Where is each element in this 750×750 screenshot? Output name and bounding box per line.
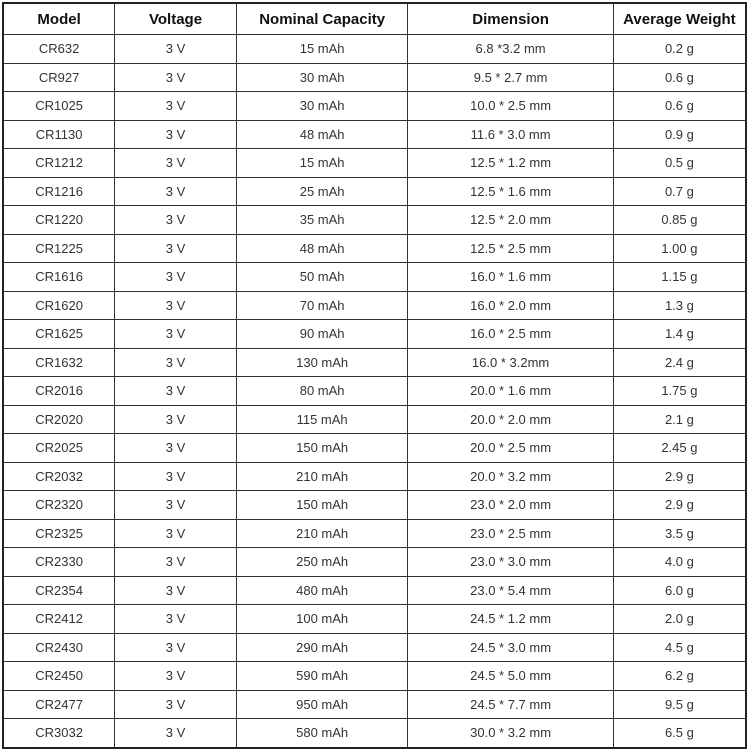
cell-model: CR1216 — [3, 177, 115, 206]
table-row — [3, 605, 746, 634]
cell-dimension: 10.0 * 2.5 mm — [408, 92, 613, 121]
table-row — [3, 633, 746, 662]
cell-nominal-capacity: 48 mAh — [236, 120, 408, 149]
table-row — [3, 690, 746, 719]
cell-nominal-capacity: 15 mAh — [236, 149, 408, 178]
cell-voltage: 3 V — [115, 519, 237, 548]
cell-nominal-capacity: 115 mAh — [236, 405, 408, 434]
cell-model: CR1632 — [3, 348, 115, 377]
cell-nominal-capacity: 80 mAh — [236, 377, 408, 406]
cell-nominal-capacity: 290 mAh — [236, 633, 408, 662]
table-row — [3, 462, 746, 491]
cell-average-weight: 0.9 g — [613, 120, 746, 149]
cell-model: CR927 — [3, 63, 115, 92]
cell-model: CR3032 — [3, 719, 115, 748]
cell-average-weight: 2.9 g — [613, 462, 746, 491]
table-row — [3, 405, 746, 434]
cell-voltage: 3 V — [115, 548, 237, 577]
table-row — [3, 120, 746, 149]
cell-dimension: 12.5 * 1.2 mm — [408, 149, 613, 178]
column-header-average-weight: Average Weight — [613, 3, 746, 35]
table-row — [3, 548, 746, 577]
table-row — [3, 519, 746, 548]
cell-nominal-capacity: 580 mAh — [236, 719, 408, 748]
cell-dimension: 16.0 * 2.5 mm — [408, 320, 613, 349]
cell-nominal-capacity: 30 mAh — [236, 92, 408, 121]
cell-voltage: 3 V — [115, 149, 237, 178]
cell-dimension: 6.8 *3.2 mm — [408, 35, 613, 64]
cell-average-weight: 1.00 g — [613, 234, 746, 263]
cell-dimension: 23.0 * 2.0 mm — [408, 491, 613, 520]
cell-dimension: 20.0 * 3.2 mm — [408, 462, 613, 491]
table-row — [3, 206, 746, 235]
cell-voltage: 3 V — [115, 719, 237, 748]
cell-dimension: 24.5 * 5.0 mm — [408, 662, 613, 691]
table-row — [3, 149, 746, 178]
cell-average-weight: 2.0 g — [613, 605, 746, 634]
cell-model: CR1625 — [3, 320, 115, 349]
cell-voltage: 3 V — [115, 662, 237, 691]
cell-dimension: 23.0 * 2.5 mm — [408, 519, 613, 548]
column-header-model: Model — [3, 3, 115, 35]
cell-model: CR2412 — [3, 605, 115, 634]
cell-voltage: 3 V — [115, 576, 237, 605]
cell-nominal-capacity: 480 mAh — [236, 576, 408, 605]
cell-nominal-capacity: 25 mAh — [236, 177, 408, 206]
column-header-nominal-capacity: Nominal Capacity — [236, 3, 408, 35]
cell-dimension: 16.0 * 2.0 mm — [408, 291, 613, 320]
cell-dimension: 12.5 * 1.6 mm — [408, 177, 613, 206]
cell-dimension: 16.0 * 1.6 mm — [408, 263, 613, 292]
table-row — [3, 434, 746, 463]
cell-average-weight: 3.5 g — [613, 519, 746, 548]
cell-nominal-capacity: 100 mAh — [236, 605, 408, 634]
table-row — [3, 92, 746, 121]
cell-voltage: 3 V — [115, 633, 237, 662]
cell-average-weight: 2.45 g — [613, 434, 746, 463]
cell-voltage: 3 V — [115, 263, 237, 292]
cell-model: CR2020 — [3, 405, 115, 434]
column-header-voltage: Voltage — [115, 3, 237, 35]
table-row — [3, 576, 746, 605]
cell-model: CR1620 — [3, 291, 115, 320]
table-row — [3, 348, 746, 377]
cell-dimension: 12.5 * 2.5 mm — [408, 234, 613, 263]
cell-model: CR2354 — [3, 576, 115, 605]
cell-model: CR1025 — [3, 92, 115, 121]
cell-nominal-capacity: 48 mAh — [236, 234, 408, 263]
cell-average-weight: 0.5 g — [613, 149, 746, 178]
cell-model: CR2320 — [3, 491, 115, 520]
cell-nominal-capacity: 210 mAh — [236, 519, 408, 548]
table-row — [3, 291, 746, 320]
cell-nominal-capacity: 950 mAh — [236, 690, 408, 719]
cell-average-weight: 0.6 g — [613, 63, 746, 92]
cell-model: CR1616 — [3, 263, 115, 292]
cell-voltage: 3 V — [115, 120, 237, 149]
cell-average-weight: 6.0 g — [613, 576, 746, 605]
table-row — [3, 377, 746, 406]
cell-average-weight: 4.0 g — [613, 548, 746, 577]
cell-dimension: 16.0 * 3.2mm — [408, 348, 613, 377]
cell-average-weight: 6.2 g — [613, 662, 746, 691]
cell-average-weight: 1.4 g — [613, 320, 746, 349]
cell-model: CR1130 — [3, 120, 115, 149]
cell-average-weight: 0.85 g — [613, 206, 746, 235]
cell-voltage: 3 V — [115, 434, 237, 463]
cell-dimension: 30.0 * 3.2 mm — [408, 719, 613, 748]
cell-nominal-capacity: 35 mAh — [236, 206, 408, 235]
cell-average-weight: 9.5 g — [613, 690, 746, 719]
cell-dimension: 12.5 * 2.0 mm — [408, 206, 613, 235]
cell-average-weight: 2.1 g — [613, 405, 746, 434]
cell-average-weight: 1.3 g — [613, 291, 746, 320]
cell-model: CR1225 — [3, 234, 115, 263]
table-row — [3, 263, 746, 292]
cell-dimension: 23.0 * 5.4 mm — [408, 576, 613, 605]
cell-average-weight: 4.5 g — [613, 633, 746, 662]
cell-voltage: 3 V — [115, 320, 237, 349]
cell-dimension: 11.6 * 3.0 mm — [408, 120, 613, 149]
cell-nominal-capacity: 50 mAh — [236, 263, 408, 292]
cell-average-weight: 0.2 g — [613, 35, 746, 64]
cell-voltage: 3 V — [115, 35, 237, 64]
cell-nominal-capacity: 90 mAh — [236, 320, 408, 349]
cell-nominal-capacity: 150 mAh — [236, 434, 408, 463]
cell-dimension: 9.5 * 2.7 mm — [408, 63, 613, 92]
cell-model: CR2016 — [3, 377, 115, 406]
cell-voltage: 3 V — [115, 605, 237, 634]
cell-nominal-capacity: 15 mAh — [236, 35, 408, 64]
cell-model: CR2025 — [3, 434, 115, 463]
table-row — [3, 491, 746, 520]
cell-voltage: 3 V — [115, 92, 237, 121]
cell-average-weight: 2.4 g — [613, 348, 746, 377]
battery-spec-table — [2, 2, 747, 749]
table-row — [3, 662, 746, 691]
cell-nominal-capacity: 590 mAh — [236, 662, 408, 691]
cell-average-weight: 6.5 g — [613, 719, 746, 748]
table-row — [3, 234, 746, 263]
table-row — [3, 320, 746, 349]
cell-model: CR2450 — [3, 662, 115, 691]
cell-dimension: 24.5 * 1.2 mm — [408, 605, 613, 634]
cell-dimension: 20.0 * 2.0 mm — [408, 405, 613, 434]
cell-average-weight: 1.15 g — [613, 263, 746, 292]
cell-model: CR1212 — [3, 149, 115, 178]
cell-voltage: 3 V — [115, 234, 237, 263]
cell-voltage: 3 V — [115, 177, 237, 206]
cell-model: CR2430 — [3, 633, 115, 662]
cell-model: CR2032 — [3, 462, 115, 491]
cell-nominal-capacity: 250 mAh — [236, 548, 408, 577]
table-row — [3, 35, 746, 64]
cell-dimension: 20.0 * 2.5 mm — [408, 434, 613, 463]
cell-dimension: 24.5 * 7.7 mm — [408, 690, 613, 719]
table-row — [3, 719, 746, 748]
cell-model: CR2477 — [3, 690, 115, 719]
cell-nominal-capacity: 130 mAh — [236, 348, 408, 377]
cell-voltage: 3 V — [115, 462, 237, 491]
header-row — [3, 3, 746, 35]
cell-voltage: 3 V — [115, 206, 237, 235]
cell-nominal-capacity: 30 mAh — [236, 63, 408, 92]
cell-dimension: 23.0 * 3.0 mm — [408, 548, 613, 577]
cell-average-weight: 2.9 g — [613, 491, 746, 520]
cell-voltage: 3 V — [115, 405, 237, 434]
cell-voltage: 3 V — [115, 63, 237, 92]
cell-nominal-capacity: 150 mAh — [236, 491, 408, 520]
cell-model: CR2330 — [3, 548, 115, 577]
cell-model: CR2325 — [3, 519, 115, 548]
cell-nominal-capacity: 210 mAh — [236, 462, 408, 491]
cell-nominal-capacity: 70 mAh — [236, 291, 408, 320]
column-header-dimension: Dimension — [408, 3, 613, 35]
cell-voltage: 3 V — [115, 690, 237, 719]
cell-average-weight: 1.75 g — [613, 377, 746, 406]
cell-voltage: 3 V — [115, 291, 237, 320]
cell-dimension: 20.0 * 1.6 mm — [408, 377, 613, 406]
cell-average-weight: 0.7 g — [613, 177, 746, 206]
cell-model: CR632 — [3, 35, 115, 64]
cell-voltage: 3 V — [115, 348, 237, 377]
table-row — [3, 63, 746, 92]
cell-model: CR1220 — [3, 206, 115, 235]
cell-dimension: 24.5 * 3.0 mm — [408, 633, 613, 662]
table-row — [3, 177, 746, 206]
cell-voltage: 3 V — [115, 491, 237, 520]
cell-voltage: 3 V — [115, 377, 237, 406]
cell-average-weight: 0.6 g — [613, 92, 746, 121]
